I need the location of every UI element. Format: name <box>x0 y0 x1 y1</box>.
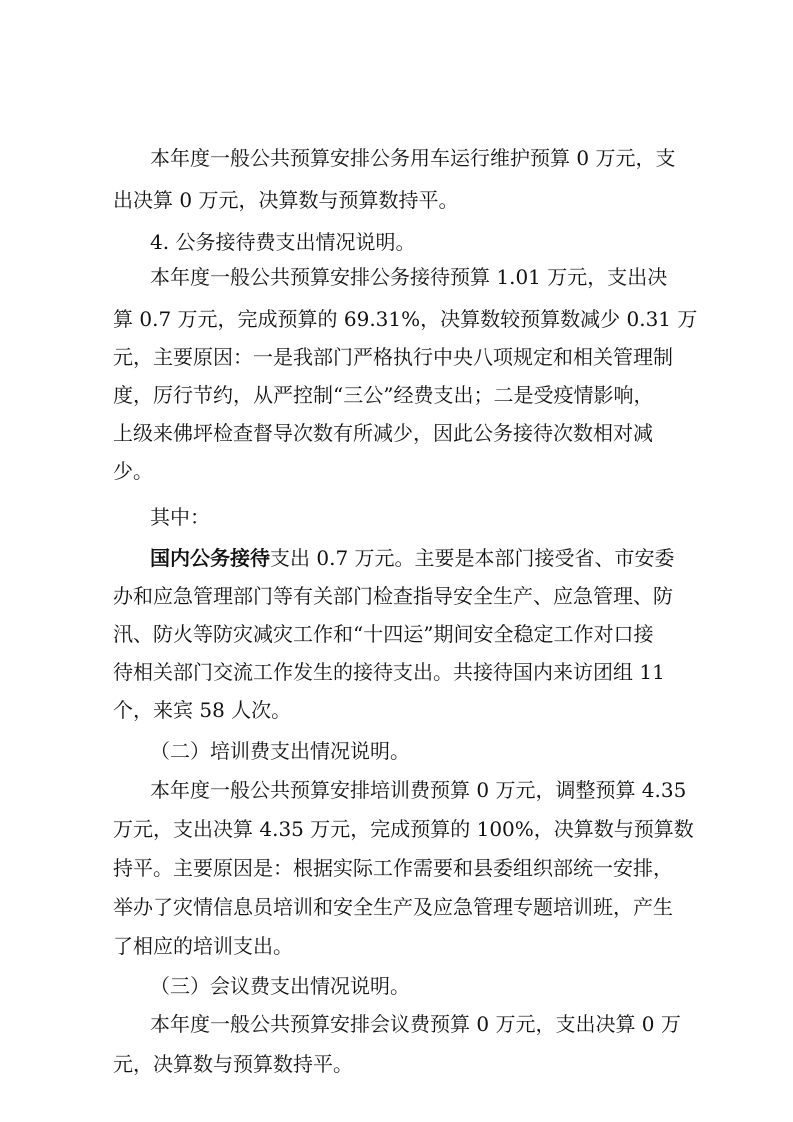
paragraph-line: 少。 <box>113 459 153 483</box>
paragraph-line: 本年度一般公共预算安排培训费预算 0 万元，调整预算 4.35 <box>150 778 687 802</box>
paragraph-line: 了相应的培训支出。 <box>113 934 293 958</box>
paragraph-line: 出决算 0 万元，决算数与预算数持平。 <box>113 188 459 212</box>
paragraph-line: 元，决算数与预算数持平。 <box>113 1052 353 1076</box>
paragraph-line: 汛、防火等防灾减灾工作和“十四运”期间安全稳定工作对口接 <box>113 622 654 646</box>
paragraph-line: 本年度一般公共预算安排会议费预算 0 万元，支出决算 0 万 <box>150 1012 681 1036</box>
paragraph-line: 上级来佛坪检查督导次数有所减少，因此公务接待次数相对减 <box>113 421 653 445</box>
paragraph-line: 本年度一般公共预算安排公务用车运行维护预算 0 万元，支 <box>150 146 676 170</box>
paragraph-line-rest: 支出 0.7 万元。主要是本部门接受省、市安委 <box>270 546 675 570</box>
paragraph-line: 个，来宾 58 人次。 <box>113 698 292 722</box>
section-heading: （二）培训费支出情况说明。 <box>150 739 410 763</box>
paragraph-line: 持平。主要原因是：根据实际工作需要和县委组织部统一安排， <box>113 856 673 880</box>
sub-heading: 其中： <box>150 505 210 529</box>
paragraph-line: 待相关部门交流工作发生的接待支出。共接待国内来访团组 11 <box>113 660 665 684</box>
paragraph-line: 算 0.7 万元，完成预算的 69.31%，决算数较预算数减少 0.31 万 <box>113 307 698 331</box>
section-heading: 4. 公务接待费支出情况说明。 <box>150 230 416 254</box>
section-heading: （三）会议费支出情况说明。 <box>150 974 410 998</box>
paragraph-line: 举办了灾情信息员培训和安全生产及应急管理专题培训班，产生 <box>113 895 673 919</box>
bold-term: 国内公务接待 <box>150 546 270 570</box>
paragraph-line: 万元，支出决算 4.35 万元，完成预算的 100%，决算数与预算数 <box>113 817 694 841</box>
paragraph-line: 元，主要原因：一是我部门严格执行中央八项规定和相关管理制 <box>113 345 673 369</box>
paragraph-line: 度，厉行节约，从严控制“三公”经费支出；二是受疫情影响， <box>113 383 654 407</box>
paragraph-line-first <box>150 538 693 578</box>
paragraph-line: 办和应急管理部门等有关部门检查指导安全生产、应急管理、防 <box>113 584 673 608</box>
paragraph-line: 本年度一般公共预算安排公务接待预算 1.01 万元，支出决 <box>150 265 668 289</box>
